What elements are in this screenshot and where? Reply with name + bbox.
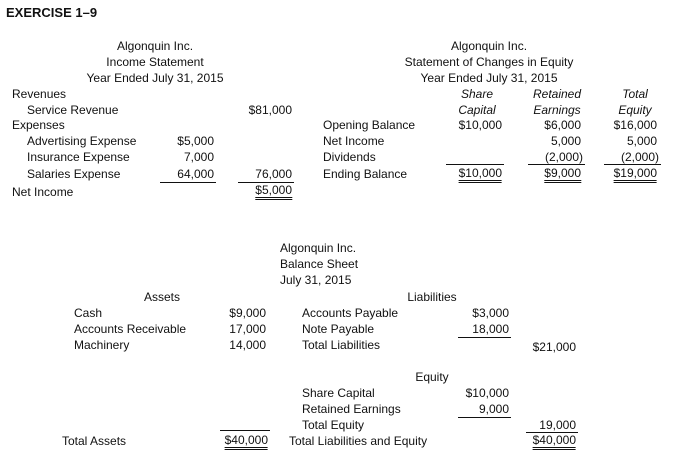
ces-row-retained: 5,000 xyxy=(550,134,581,148)
bs-total-assets-label: Total Assets xyxy=(62,434,127,448)
bs-liability-value: $3,000 xyxy=(472,306,509,320)
bs-liability-label: Note Payable xyxy=(302,322,375,336)
ces-period: Year Ended July 31, 2015 xyxy=(420,71,558,85)
bs-equity-item-label: Share Capital xyxy=(302,386,375,400)
bs-total-le-label: Total Liabilities and Equity xyxy=(289,434,428,448)
ces-share-underline xyxy=(446,164,504,165)
is-period: Year Ended July 31, 2015 xyxy=(86,71,224,85)
bs-total-assets-topline xyxy=(220,430,270,431)
ces-row-total: (2,000) xyxy=(620,150,659,164)
bs-total-equity-value: 19,000 xyxy=(539,418,576,432)
bs-equity-underline xyxy=(458,417,511,418)
ces-row-share: $10,000 xyxy=(459,166,502,183)
bs-total-equity-label: Total Equity xyxy=(302,418,365,432)
ces-retained-underline xyxy=(528,164,585,165)
ces-row-total: 5,000 xyxy=(626,134,657,148)
is-expense-value: 7,000 xyxy=(183,150,214,164)
ces-row-retained: (2,000) xyxy=(544,150,583,164)
bs-asset-label: Accounts Receivable xyxy=(74,322,187,336)
is-net-income-label: Net Income xyxy=(12,185,74,199)
ces-title: Statement of Changes in Equity xyxy=(404,55,574,69)
is-total-expenses-value: 76,000 xyxy=(255,167,292,181)
ces-header-total: Total xyxy=(622,87,648,101)
bs-total-assets-value: $40,000 xyxy=(225,433,268,450)
bs-title: Balance Sheet xyxy=(280,257,359,271)
bs-equity-label: Equity xyxy=(415,370,449,384)
ces-row-label: Opening Balance xyxy=(323,118,416,132)
exercise-title: EXERCISE 1–9 xyxy=(6,5,98,20)
is-expense-value: $5,000 xyxy=(177,134,214,148)
bs-liability-value: 18,000 xyxy=(472,322,509,336)
bs-equity-item-value: $10,000 xyxy=(465,386,509,400)
bs-date: July 31, 2015 xyxy=(280,273,352,287)
ces-row-retained: $6,000 xyxy=(544,118,581,132)
ces-row-total: $16,000 xyxy=(613,118,657,132)
bs-liability-label: Accounts Payable xyxy=(302,306,399,320)
ces-row-share: $10,000 xyxy=(458,118,502,132)
bs-total-le-value: $40,000 xyxy=(533,433,576,450)
bs-equity-item-label: Retained Earnings xyxy=(302,402,401,416)
is-expense-label: Salaries Expense xyxy=(27,167,121,181)
ces-row-total: $19,000 xyxy=(614,166,657,183)
is-expense-value: 64,000 xyxy=(177,167,214,181)
is-service-revenue-value: $81,000 xyxy=(248,103,292,117)
ces-header-earnings: Earnings xyxy=(533,103,581,117)
is-expense-label: Advertising Expense xyxy=(27,134,137,148)
ces-total-underline xyxy=(604,164,661,165)
is-expenses-underline xyxy=(160,182,216,183)
is-expense-label: Insurance Expense xyxy=(27,150,130,164)
bs-asset-label: Machinery xyxy=(74,338,130,352)
ces-row-label: Dividends xyxy=(323,150,376,164)
is-company: Algonquin Inc. xyxy=(116,39,194,53)
ces-header-capital: Capital xyxy=(458,103,496,117)
ces-header-retained: Retained xyxy=(532,87,582,101)
bs-assets-label: Assets xyxy=(143,290,181,304)
is-expenses-label: Expenses xyxy=(12,118,65,132)
bs-liabilities-underline xyxy=(458,337,511,338)
ces-row-label: Ending Balance xyxy=(323,167,408,181)
bs-equity-item-value: 9,000 xyxy=(478,402,509,416)
is-revenues-label: Revenues xyxy=(12,87,67,101)
ces-row-label: Net Income xyxy=(323,134,385,148)
ces-company: Algonquin Inc. xyxy=(450,39,528,53)
bs-asset-label: Cash xyxy=(74,306,103,320)
bs-asset-value: 14,000 xyxy=(229,338,266,352)
bs-total-liabilities-value: $21,000 xyxy=(532,340,576,354)
bs-asset-value: $9,000 xyxy=(229,306,266,320)
ces-row-retained: $9,000 xyxy=(544,166,581,183)
is-title: Income Statement xyxy=(106,55,204,69)
ces-header-share: Share xyxy=(460,87,494,101)
is-service-revenue-label: Service Revenue xyxy=(27,103,119,117)
bs-asset-value: 17,000 xyxy=(229,322,266,336)
ces-header-equity: Equity xyxy=(618,103,652,117)
bs-liabilities-label: Liabilities xyxy=(407,290,457,304)
is-net-income-value: $5,000 xyxy=(255,183,292,200)
bs-total-liabilities-label: Total Liabilities xyxy=(302,338,381,352)
bs-company: Algonquin Inc. xyxy=(280,241,357,255)
